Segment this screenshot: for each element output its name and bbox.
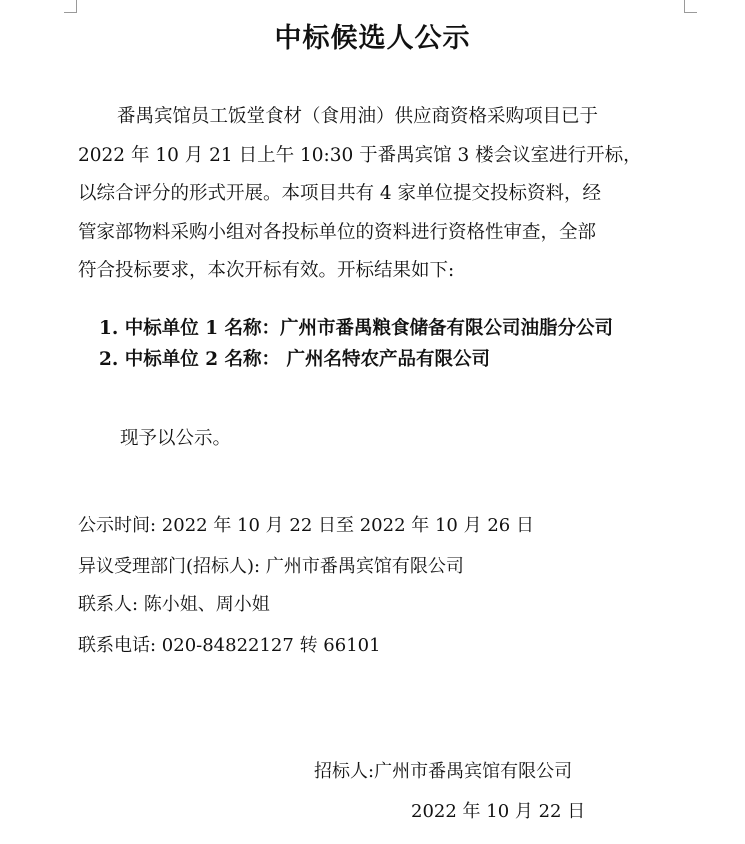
main-paragraph [78, 98, 670, 291]
paragraph-line: 符合投标要求，本次开标有效。开标结果如下: [78, 260, 455, 281]
winner-item-1: 1. 中标单位 1 名称：广州市番禺粮食储备有限公司油脂分公司 [99, 318, 614, 339]
publicity-period: 公示时间: 2022 年 10 月 22 日至 2022 年 10 月 26 日 [78, 515, 534, 536]
contact-phone: 联系电话: 020-84822127 转 66101 [78, 635, 381, 656]
objection-department: 异议受理部门(招标人): 广州市番禺宾馆有限公司 [78, 556, 464, 577]
page-corner-mark-right [684, 0, 697, 13]
paragraph-line: 管家部物料采购小组对各投标单位的资料进行资格性审查，全部 [78, 221, 597, 243]
winner-list [99, 313, 613, 375]
notice-text: 现予以公示。 [120, 428, 232, 449]
winner-item-2: 2. 中标单位 2 名称： 广州名特农产品有限公司 [99, 349, 490, 370]
paragraph-line: 番禺宾馆员工饭堂食材（食用油）供应商资格采购项目已于 [117, 106, 599, 127]
paragraph-line: 2022 年 10 月 21 日上午 10:30 于番禺宾馆 3 楼会议室进行开标， [78, 144, 642, 166]
document-title: 中标候选人公示 [274, 23, 471, 54]
paragraph-line: 以综合评分的形式开展。本项目共有 4 家单位提交投标资料，经 [78, 183, 602, 204]
page-corner-mark-left [64, 0, 77, 13]
tenderer-signature: 招标人:广州市番禺宾馆有限公司 [314, 761, 573, 782]
signature-date: 2022 年 10 月 22 日 [411, 801, 586, 822]
contact-person: 联系人: 陈小姐、周小姐 [78, 594, 270, 615]
